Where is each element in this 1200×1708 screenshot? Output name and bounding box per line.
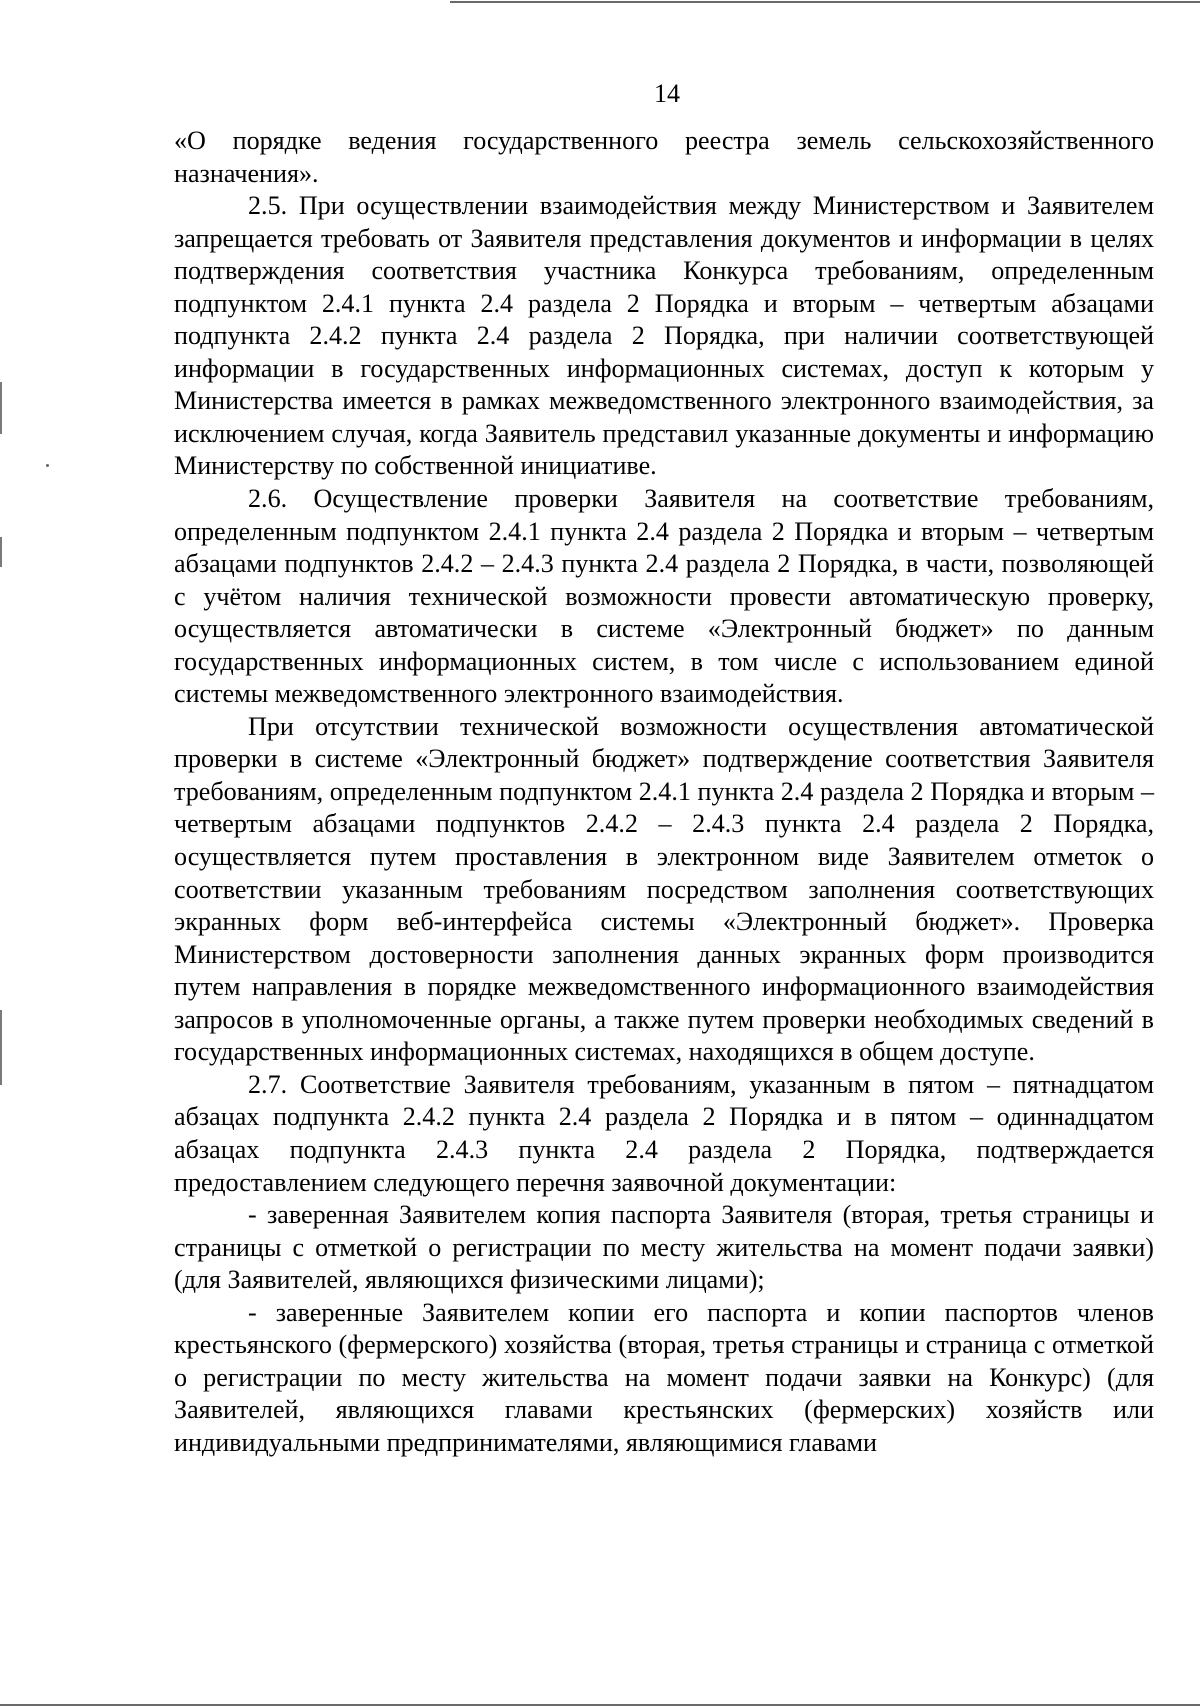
paragraph: «О порядке ведения государственного реестра земель сельскохозяйственного назначения».	[174, 126, 1154, 188]
paragraph: 2.5. При осуществлении взаимодействия между Министерством и Заявителем запрещается требовать от Заявителя представления документов и информации в целях подтверждения соответствия участника Конкурса требованиям, определенным подпунктом 2.4.1 пункта 2.4 раздела 2 Порядка и вторым – четвертым абзацами подпункта 2.4.2 пункта 2.4 раздела 2 Порядка, при наличии соответствующей информации в государственных информационных системах, доступ к которым у Министерства имеется в рамках межведомственного электронного взаимодействия, за исключением случая, когда Заявитель представил указанные документы и информацию Министерству по собственной инициативе.	[174, 191, 1154, 481]
list-item: - заверенные Заявителем копии его паспорта и копии паспортов членов крестьянского (фермерского) хозяйства (вторая, третья страницы и страница с отметкой о регистрации по месту жительства на момент подачи заявки на Конкурс) (для Заявителей, являющихся главами крестьянских (фермерских) хозяйств или индивидуальными предпринимателями, являющимися главами	[174, 1297, 1154, 1457]
document-body	[174, 125, 1154, 1459]
scan-edge-bottom	[0, 1704, 1200, 1706]
paragraph: 2.6. Осуществление проверки Заявителя на соответствие требованиям, определенным подпунктом 2.4.1 пункта 2.4 раздела 2 Порядка и вторым – четвертым абзацами подпунктов 2.4.2 – 2.4.3 пункта 2.4 раздела 2 Порядка, в части, позволяющей с учётом наличия технической возможности провести автоматическую проверку, осуществляется автоматически в системе «Электронный бюджет» по данным государственных информационных систем, в том числе с использованием единой системы межведомственного электронного взаимодействия.	[174, 484, 1154, 709]
paragraph: 2.7. Соответствие Заявителя требованиям, указанным в пятом – пятнадцатом абзацах подпункта 2.4.2 пункта 2.4 раздела 2 Порядка и в пятом – одиннадцатом абзацах подпункта 2.4.3 пункта 2.4 раздела 2 Порядка, подтверждается предоставлением следующего перечня заявочной документации:	[174, 1069, 1154, 1197]
scan-margin-mark	[0, 1010, 2, 1085]
page-number: 14	[654, 79, 680, 108]
scan-margin-mark	[0, 537, 2, 567]
list-item: - заверенная Заявителем копия паспорта Заявителя (вторая, третья страницы и страницы с отметкой о регистрации по месту жительства на момент подачи заявки) (для Заявителей, являющихся физическими лицами);	[174, 1200, 1154, 1295]
scan-speck	[46, 464, 49, 467]
scan-margin-mark	[0, 382, 2, 434]
paragraph: При отсутствии технической возможности осуществления автоматической проверки в системе «Электронный бюджет» подтверждение соответствия Заявителя требованиям, определенным подпунктом 2.4.1 пункта 2.4 раздела 2 Порядка и вторым – четвертым абзацами подпунктов 2.4.2 – 2.4.3 пункта 2.4 раздела 2 Порядка, осуществляется путем проставления в электронном виде Заявителем отметок о соответствии указанным требованиям посредством заполнения соответствующих экранных форм веб-интерфейса системы «Электронный бюджет». Проверка Министерством достоверности заполнения данных экранных форм производится путем направления в порядке межведомственного информационного взаимодействия запросов в уполномоченные органы, а также путем проверки необходимых сведений в государственных информационных системах, находящихся в общем доступе.	[174, 711, 1154, 1067]
scan-edge-top	[450, 1, 1200, 3]
